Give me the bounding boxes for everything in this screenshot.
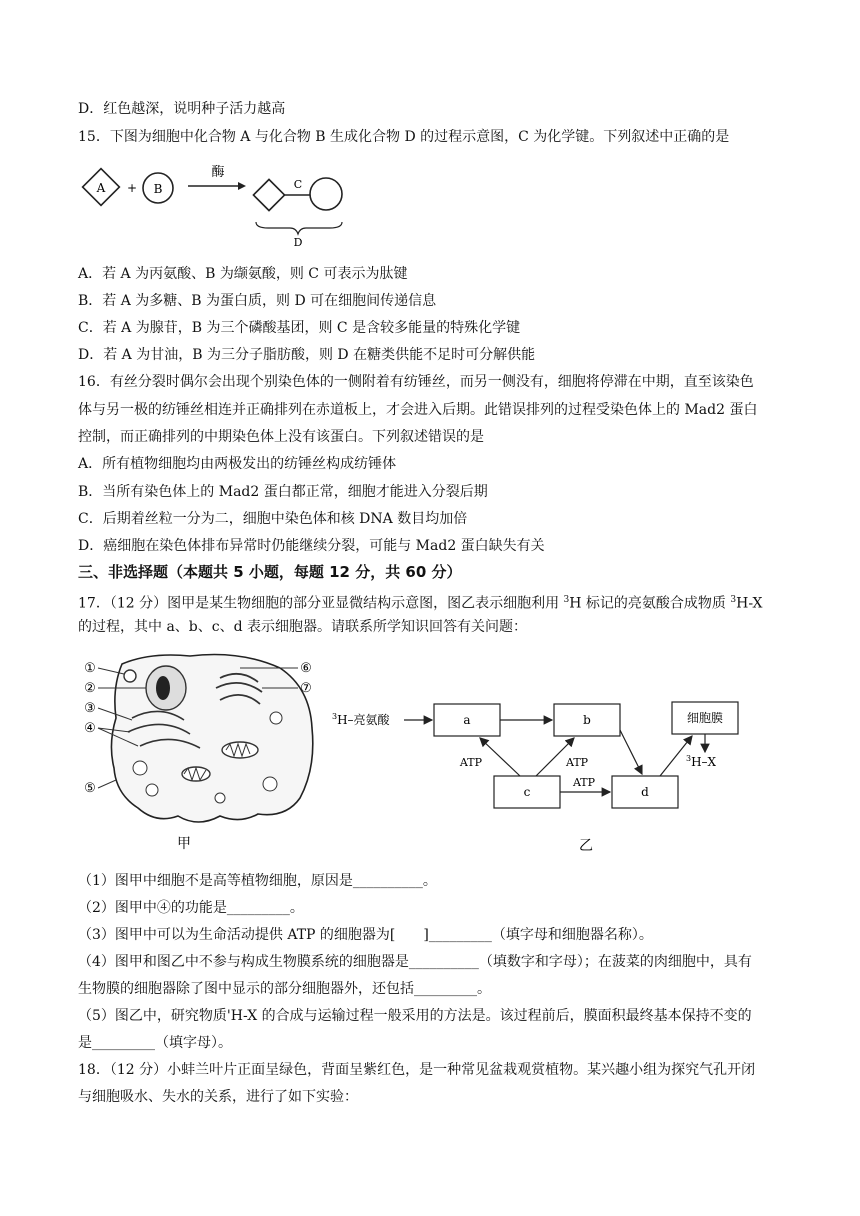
q18-line2: 与细胞吸水、失水的关系，进行了如下实验： (78, 1089, 358, 1105)
atp-label-b: ATP (566, 756, 589, 769)
q17-sub5-line1: （5）图乙中，研究物质'H-X 的合成与运输过程一般采用的方法是。该过程前后，膜面积最终基本保持不变的 (78, 1008, 752, 1024)
product-circle (310, 178, 342, 210)
label-5: ⑤ (84, 781, 96, 796)
q18-line1: 18．（12 分）小蚌兰叶片正面呈绿色，背面呈紫红色，是一种常见盆栽观赏植物。某兴趣小组为探究气孔开闭 (78, 1062, 756, 1078)
figure-jia-cell (80, 648, 330, 858)
q17-stem-line1: 17．（12 分）图甲是某生物细胞的部分亚显微结构示意图，图乙表示细胞利用 $^3$H 标记的亮氨酸合成物质 $^3$H-X (78, 595, 763, 612)
q17-sub4-line2: 生物膜的细胞器除了图中显示的部分细胞器外，还包括_________。 (78, 981, 491, 997)
label-4: ④ (84, 721, 96, 736)
q16-option-b: B．当所有染色体上的 Mad2 蛋白都正常，细胞才能进入分裂后期 (78, 484, 488, 500)
cell-membrane (111, 655, 312, 823)
input-label: $^3$H–亮氨酸 (332, 712, 390, 727)
product-brace (256, 222, 342, 234)
q16-option-c: C．后期着丝粒一分为二，细胞中染色体和核 DNA 数目均加倍 (78, 511, 468, 527)
q17-sub3: （3）图甲中可以为生命活动提供 ATP 的细胞器为[ ]_________（填字母和细胞器名称）。 (78, 927, 653, 943)
label-7: ⑦ (300, 681, 312, 696)
nucleolus (156, 676, 170, 700)
q16-stem-line3: 控制，而正确排列的中期染色体上没有该蛋白。下列叙述错误的是 (78, 429, 484, 445)
q17-stem-line2: 的过程，其中 a、b、c、d 表示细胞器。请联系所学知识回答有关问题： (78, 619, 528, 635)
caption-yi: 乙 (579, 838, 593, 854)
product-diamond (253, 179, 284, 210)
label-1: ① (84, 661, 96, 676)
q17-sub2: （2）图甲中④的功能是_________。 (78, 900, 304, 916)
label-3: ③ (84, 701, 96, 716)
label-6: ⑥ (300, 661, 312, 676)
reaction-arrow-head (238, 182, 246, 190)
q14-option-d: D．红色越深，说明种子活力越高 (78, 101, 286, 117)
bond-c-label: C (293, 178, 303, 191)
organelle-a-label: a (463, 713, 471, 727)
q16-stem-line2: 体与另一极的纺锤丝相连并正确排列在赤道板上，才会进入后期。此错误排列的过程受染色体上的 Mad2 蛋白 (78, 402, 758, 418)
label-2: ② (84, 681, 96, 696)
q17-sub5-line2: 是_________（填字母）。 (78, 1035, 232, 1051)
compound-b-label: B (153, 182, 163, 196)
product-d-label: D (293, 236, 303, 249)
q15-stem: 15．下图为细胞中化合物 A 与化合物 B 生成化合物 D 的过程示意图，C 为化学键。下列叙述中正确的是 (78, 129, 730, 145)
organelle-b-label: b (583, 713, 591, 727)
q17-sub1: （1）图甲中细胞不是高等植物细胞，原因是__________。 (78, 873, 437, 889)
q15-option-d: D．若 A 为甘油，B 为三分子脂肪酸，则 D 在糖类供能不足时可分解供能 (78, 347, 536, 363)
cell-membrane-label: 细胞膜 (686, 711, 724, 725)
organelle-d-label: d (641, 785, 649, 799)
q17-sub4-line1: （4）图甲和图乙中不参与构成生物膜系统的细胞器是__________（填数字和字母）；在菠菜的肉细胞中，具有 (78, 954, 752, 970)
output-label: $^3$H–X (686, 754, 717, 769)
q15-diagram (78, 162, 368, 252)
organelle-c-label: c (523, 785, 531, 799)
q16-option-a: A．所有植物细胞均由两极发出的纺锤丝构成纺锤体 (78, 456, 397, 472)
atp-label-a: ATP (459, 756, 482, 769)
atp-label-d: ATP (572, 776, 596, 789)
section-heading: 三、非选择题（本题共 5 小题，每题 12 分，共 60 分） (78, 563, 462, 581)
figure-yi-flow (330, 690, 750, 860)
enzyme-label: 酶 (211, 165, 225, 180)
q16-stem-line1: 16．有丝分裂时偶尔会出现个别染色体的一侧附着有纺锤丝，而另一侧没有，细胞将停滞在中期，直至该染色 (78, 374, 754, 390)
q15-option-b: B．若 A 为多糖、B 为蛋白质，则 D 可在细胞间传递信息 (78, 293, 437, 309)
centriole (124, 670, 136, 682)
q15-option-c: C．若 A 为腺苷，B 为三个磷酸基团，则 C 是含较多能量的特殊化学键 (78, 320, 521, 336)
compound-a-label: A (96, 181, 106, 195)
q15-option-a: A．若 A 为丙氨酸、B 为缬氨酸，则 C 可表示为肽键 (78, 266, 408, 282)
plus-sign: + (126, 181, 138, 195)
caption-jia: 甲 (177, 836, 191, 852)
q16-option-d: D．癌细胞在染色体排布异常时仍能继续分裂，可能与 Mad2 蛋白缺失有关 (78, 538, 545, 554)
